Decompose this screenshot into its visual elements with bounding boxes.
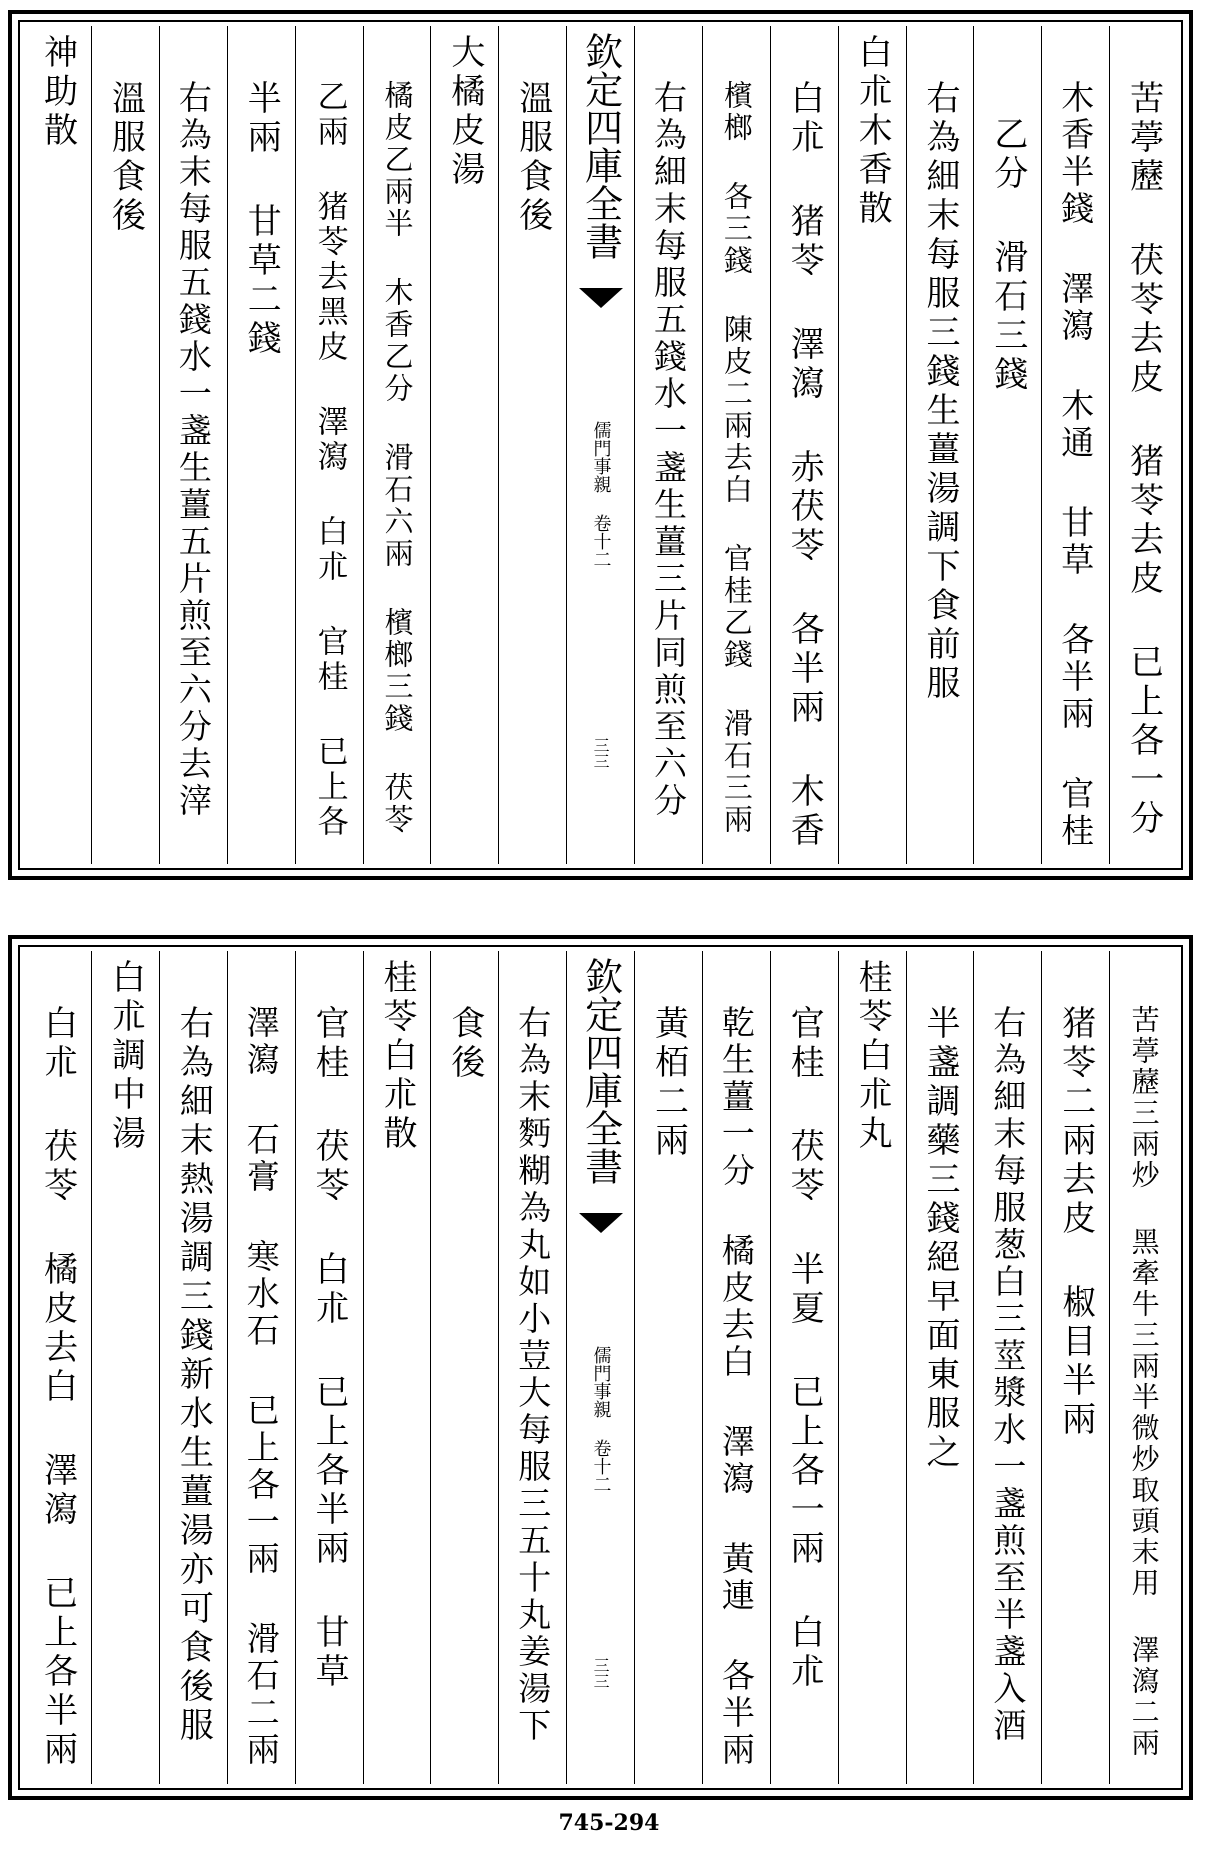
- column-text: 右為細末每服葱白三莖漿水一盞煎至半盞入酒: [988, 1005, 1028, 1745]
- column-text: 右為細末每服五錢水一盞生薑三片同煎至六分: [648, 80, 688, 820]
- column-text: 乙分 滑石三錢: [987, 116, 1028, 395]
- center-column: [566, 951, 634, 1784]
- column-text: 溫服食後: [512, 80, 553, 236]
- column-text: 大橘皮湯: [444, 34, 485, 190]
- leaf-number: 三三: [591, 1657, 611, 1689]
- text-column: [1109, 951, 1177, 1784]
- page-top: [8, 10, 1193, 880]
- book-title: 欽定四庫全書: [578, 957, 623, 1185]
- column-text: 桂苓白朮散: [376, 959, 417, 1154]
- text-column: [702, 951, 770, 1784]
- column-text: 神助散: [37, 34, 78, 151]
- column-text: 右為細末熱湯調三錢新水生薑湯亦可食後服: [173, 1005, 214, 1746]
- column-text: 檳榔 各三錢 陳皮二兩去白 官桂乙錢 滑石三兩: [719, 80, 754, 836]
- text-column: [295, 951, 363, 1784]
- text-column: [91, 951, 159, 1784]
- text-column: [1109, 26, 1177, 864]
- text-column: [973, 26, 1041, 864]
- column-text: 右為末麪糊為丸如小荳大每服三五十丸姜湯下: [513, 1005, 553, 1745]
- text-column: [1041, 26, 1109, 864]
- column-text: 乙兩 猪苓去黑皮 澤瀉 白朮 官桂 已上各: [311, 80, 348, 840]
- text-column: [838, 26, 906, 864]
- page-number: 745-294: [558, 1810, 660, 1836]
- columns-bottom: [24, 951, 1177, 1784]
- column-text: 黃栢二兩: [648, 1005, 689, 1161]
- text-column: [363, 26, 431, 864]
- text-column: [227, 26, 295, 864]
- text-column: [363, 951, 431, 1784]
- column-text: 桂苓白朮丸: [852, 959, 893, 1154]
- column-text: 右為末每服五錢水一盞生薑五片煎至六分去滓: [173, 80, 213, 820]
- leaf-number: 三三: [591, 737, 611, 769]
- columns-top: [24, 26, 1177, 864]
- text-column: [770, 951, 838, 1784]
- column-text: 澤瀉 石膏 寒水石 已上各一兩 滑石二兩: [241, 1005, 281, 1769]
- text-column: [906, 951, 974, 1784]
- text-column: [227, 951, 295, 1784]
- text-column: [498, 951, 566, 1784]
- fishtail-mark: [579, 1213, 623, 1233]
- text-column: [634, 951, 702, 1784]
- column-text: 官桂 茯苓 白朮 已上各半兩 甘草: [309, 1005, 350, 1692]
- text-column: [973, 951, 1041, 1784]
- column-text: 半盞調藥三錢絕早面東服之: [919, 1005, 960, 1473]
- text-column: [430, 951, 498, 1784]
- fishtail-mark: [579, 288, 623, 308]
- text-column: [498, 26, 566, 864]
- text-column: [702, 26, 770, 864]
- column-text: 食後: [444, 1005, 485, 1083]
- text-column: [295, 26, 363, 864]
- text-column: [159, 951, 227, 1784]
- column-text: 白朮調中湯: [105, 959, 146, 1154]
- book-title: 欽定四庫全書: [578, 32, 623, 260]
- volume-label: 儒門事親 卷十二: [590, 421, 612, 568]
- text-column: [24, 951, 91, 1784]
- text-column: [430, 26, 498, 864]
- column-text: 木香半錢 澤瀉 木通 甘草 各半兩 官桂: [1056, 80, 1096, 850]
- center-column: [566, 26, 634, 864]
- text-column: [634, 26, 702, 864]
- column-text: 白朮 猪苓 澤瀉 赤茯苓 各半兩 木香: [784, 80, 825, 851]
- column-text: 半兩 甘草二錢: [241, 80, 282, 359]
- text-column: [24, 26, 91, 864]
- text-column: [159, 26, 227, 864]
- column-text: 右為細末每服三錢生薑湯調下食前服: [919, 80, 960, 704]
- column-text: 官桂 茯苓 半夏 已上各一兩 白朮: [784, 1005, 825, 1692]
- volume-label: 儒門事親 卷十二: [590, 1346, 612, 1493]
- column-text: 白朮 茯苓 橘皮去白 澤瀉 已上各半兩: [37, 1005, 78, 1770]
- text-column: [770, 26, 838, 864]
- text-column: [838, 951, 906, 1784]
- column-text: 橘皮乙兩半 木香乙分 滑石六兩 檳榔三錢 茯苓: [380, 80, 415, 836]
- column-text: 苦葶藶 茯苓去皮 猪苓去皮 已上各一分: [1123, 80, 1164, 839]
- text-column: [91, 26, 159, 864]
- column-text: 乾生薑一分 橘皮去白 澤瀉 黃連 各半兩: [716, 1005, 756, 1769]
- column-text: 猪苓二兩去皮 椒目半兩: [1055, 1005, 1096, 1440]
- column-text: 白朮木香散: [852, 34, 893, 229]
- page-bottom: [8, 935, 1193, 1800]
- column-text: 苦葶藶三兩炒 黑牽牛三兩半微炒取頭末用 澤瀉二兩: [1127, 1005, 1161, 1759]
- text-column: [1041, 951, 1109, 1784]
- text-column: [906, 26, 974, 864]
- column-text: 溫服食後: [105, 80, 146, 236]
